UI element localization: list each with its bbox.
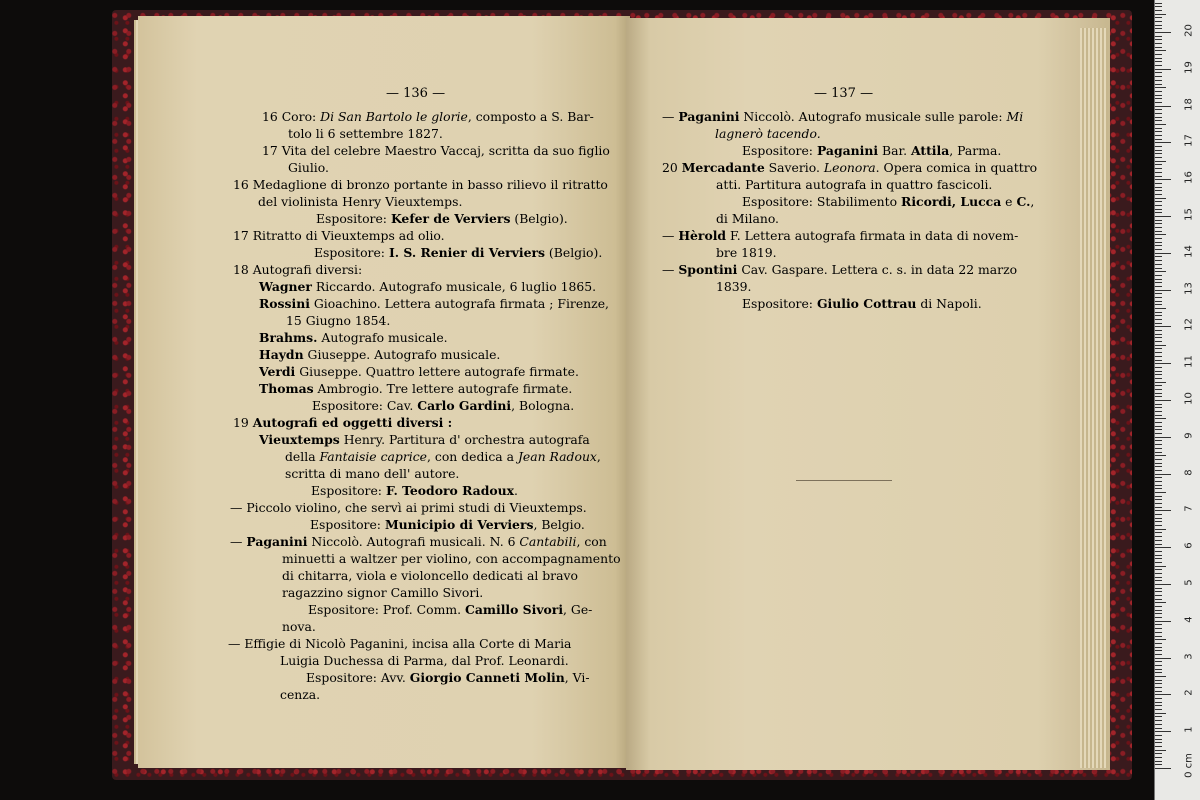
ruler-tick bbox=[1155, 43, 1162, 44]
ruler-tick bbox=[1155, 481, 1162, 482]
ruler-tick bbox=[1155, 492, 1166, 493]
ruler-tick bbox=[1155, 345, 1166, 346]
ruler-tick bbox=[1155, 463, 1162, 464]
ruler-tick bbox=[1155, 558, 1162, 559]
left-page-text-line: cenza. bbox=[280, 687, 321, 702]
ruler-tick bbox=[1155, 268, 1162, 269]
left-page-text-line: Wagner Riccardo. Autografo musicale, 6 luglio 1865. bbox=[259, 279, 597, 294]
ruler-tick bbox=[1155, 164, 1162, 165]
ruler-tick bbox=[1155, 304, 1162, 305]
ruler-tick bbox=[1155, 80, 1162, 81]
ruler-tick bbox=[1155, 297, 1162, 298]
ruler-tick bbox=[1155, 757, 1162, 758]
left-page-text-line: Haydn Giuseppe. Autografo musicale. bbox=[259, 347, 501, 362]
right-page-edges bbox=[1080, 28, 1108, 768]
ruler-tick bbox=[1155, 621, 1171, 622]
ruler-tick bbox=[1155, 245, 1162, 246]
ruler-tick bbox=[1155, 525, 1162, 526]
ruler-tick bbox=[1155, 168, 1162, 169]
ruler-tick bbox=[1155, 507, 1162, 508]
ruler-tick bbox=[1155, 713, 1166, 714]
ruler-number: 5 bbox=[1183, 579, 1195, 586]
ruler-tick bbox=[1155, 205, 1162, 206]
left-page-text-line: Luigia Duchessa di Parma, dal Prof. Leonardi. bbox=[280, 653, 569, 668]
left-page-number: — 136 — bbox=[386, 86, 446, 101]
left-page-text-line: 19 Autografi ed oggetti diversi : bbox=[233, 415, 453, 430]
ruler-number: 2 bbox=[1183, 689, 1195, 697]
ruler-tick bbox=[1155, 293, 1162, 294]
ruler-tick bbox=[1155, 705, 1162, 706]
ruler-tick bbox=[1155, 694, 1171, 695]
ruler-tick bbox=[1155, 150, 1162, 151]
ruler-tick bbox=[1155, 367, 1162, 368]
left-page-text-line: 17 Ritratto di Vieuxtemps ad olio. bbox=[233, 228, 445, 243]
left-page-text-line: 16 Coro: Di San Bartolo le glorie, composto a S. Bar- bbox=[262, 109, 594, 124]
ruler-tick bbox=[1155, 422, 1162, 423]
ruler-tick bbox=[1155, 661, 1162, 662]
ruler-tick bbox=[1155, 577, 1162, 578]
left-page-text-line: Espositore: I. S. Renier di Verviers (Belgio). bbox=[314, 245, 603, 260]
ruler-tick bbox=[1155, 676, 1166, 677]
ruler-tick bbox=[1155, 488, 1162, 489]
left-page-text-line: scritta di mano dell' autore. bbox=[285, 466, 460, 481]
ruler-tick bbox=[1155, 683, 1162, 684]
ruler-tick bbox=[1155, 176, 1162, 177]
ruler-number: 6 bbox=[1183, 542, 1195, 549]
ruler-number bbox=[1184, 0, 1195, 2]
ruler-tick bbox=[1155, 282, 1162, 283]
ruler-tick bbox=[1155, 764, 1162, 765]
ruler-tick bbox=[1155, 599, 1162, 600]
ruler-tick bbox=[1155, 499, 1162, 500]
ruler-tick bbox=[1155, 569, 1162, 570]
ruler-tick bbox=[1155, 636, 1162, 637]
ruler-tick bbox=[1155, 742, 1162, 743]
ruler-tick bbox=[1155, 746, 1162, 747]
ruler-tick bbox=[1155, 98, 1162, 99]
ruler-tick bbox=[1155, 418, 1166, 419]
ruler-tick bbox=[1155, 290, 1171, 291]
ruler-tick bbox=[1155, 17, 1162, 18]
ruler-tick bbox=[1155, 242, 1162, 243]
ruler-tick bbox=[1155, 91, 1162, 92]
ruler-tick bbox=[1155, 724, 1162, 725]
ruler-tick bbox=[1155, 580, 1162, 581]
ruler-tick bbox=[1155, 639, 1166, 640]
ruler-tick bbox=[1155, 716, 1162, 717]
ruler-tick bbox=[1155, 562, 1162, 563]
left-page-text-line: ragazzino signor Camillo Sivori. bbox=[282, 585, 484, 600]
ruler-tick bbox=[1155, 735, 1162, 736]
left-page-text-line: 15 Giugno 1854. bbox=[286, 313, 391, 328]
ruler-tick bbox=[1155, 617, 1162, 618]
ruler-tick bbox=[1155, 444, 1162, 445]
left-page-text-line: tolo li 6 settembre 1827. bbox=[288, 126, 443, 141]
ruler-tick bbox=[1155, 21, 1162, 22]
ruler-tick bbox=[1155, 529, 1166, 530]
ruler-number: 17 bbox=[1183, 134, 1195, 148]
ruler-tick bbox=[1155, 323, 1162, 324]
ruler-tick bbox=[1155, 194, 1162, 195]
ruler-tick bbox=[1155, 58, 1162, 59]
right-page-text-line: 1839. bbox=[716, 279, 752, 294]
ruler-tick bbox=[1155, 385, 1162, 386]
ruler-tick bbox=[1155, 595, 1162, 596]
ruler-tick bbox=[1155, 728, 1162, 729]
ruler-tick bbox=[1155, 610, 1162, 611]
left-page-text-line: Rossini Gioachino. Lettera autografa firmata ; Firenze, bbox=[259, 296, 609, 311]
left-page-text-line: nova. bbox=[282, 619, 316, 634]
ruler-tick bbox=[1155, 279, 1162, 280]
ruler-tick bbox=[1155, 209, 1162, 210]
section-end-rule bbox=[796, 480, 892, 481]
ruler-tick bbox=[1155, 518, 1162, 519]
ruler-number: 10 bbox=[1183, 392, 1195, 405]
ruler-tick bbox=[1155, 61, 1162, 62]
left-page-text-line: Espositore: Avv. Giorgio Canneti Molin, Vi- bbox=[306, 670, 590, 685]
right-page-text-line: — Spontini Cav. Gaspare. Lettera c. s. in data 22 marzo bbox=[662, 262, 1018, 277]
ruler-tick bbox=[1155, 761, 1162, 762]
ruler-tick bbox=[1155, 102, 1162, 103]
ruler-tick bbox=[1155, 374, 1162, 375]
ruler-tick bbox=[1155, 301, 1162, 302]
ruler-tick bbox=[1155, 312, 1162, 313]
ruler-tick bbox=[1155, 698, 1162, 699]
left-page-text-line: — Piccolo violino, che servì ai primi studi di Vieuxtemps. bbox=[230, 500, 587, 515]
ruler-tick bbox=[1155, 341, 1162, 342]
left-page-text-line: — Effigie di Nicolò Paganini, incisa alla Corte di Maria bbox=[228, 636, 572, 651]
ruler-tick bbox=[1155, 308, 1166, 309]
ruler-tick bbox=[1155, 429, 1162, 430]
ruler-tick bbox=[1155, 669, 1162, 670]
ruler-tick bbox=[1155, 400, 1171, 401]
ruler-tick bbox=[1155, 720, 1162, 721]
measurement-ruler bbox=[1154, 0, 1200, 800]
right-page-text-line: bre 1819. bbox=[716, 245, 777, 260]
ruler-tick bbox=[1155, 360, 1162, 361]
ruler-tick bbox=[1155, 389, 1162, 390]
ruler-tick bbox=[1155, 253, 1171, 254]
ruler-tick bbox=[1155, 591, 1162, 592]
ruler-tick bbox=[1155, 602, 1166, 603]
ruler-tick bbox=[1155, 448, 1162, 449]
ruler-tick bbox=[1155, 95, 1162, 96]
ruler-tick bbox=[1155, 139, 1162, 140]
ruler-number: 13 bbox=[1183, 281, 1195, 295]
right-page bbox=[626, 18, 1110, 770]
left-page-text-line: Thomas Ambrogio. Tre lettere autografe firmate. bbox=[259, 381, 573, 396]
ruler-tick bbox=[1155, 437, 1171, 438]
ruler-number: 19 bbox=[1183, 60, 1195, 74]
ruler-tick bbox=[1155, 231, 1162, 232]
ruler-tick bbox=[1155, 109, 1162, 110]
ruler-tick bbox=[1155, 643, 1162, 644]
right-page-text-line: Espositore: Stabilimento Ricordi, Lucca e C., bbox=[742, 194, 1035, 209]
ruler-tick bbox=[1155, 624, 1162, 625]
ruler-tick bbox=[1155, 407, 1162, 408]
ruler-tick bbox=[1155, 573, 1162, 574]
ruler-tick bbox=[1155, 348, 1162, 349]
ruler-tick bbox=[1155, 352, 1162, 353]
ruler-number: 7 bbox=[1183, 505, 1195, 513]
ruler-tick bbox=[1155, 647, 1162, 648]
ruler-tick bbox=[1155, 260, 1162, 261]
ruler-tick bbox=[1155, 117, 1162, 118]
ruler-tick bbox=[1155, 665, 1162, 666]
ruler-tick bbox=[1155, 702, 1162, 703]
ruler-tick bbox=[1155, 153, 1162, 154]
ruler-tick bbox=[1155, 415, 1162, 416]
left-page-text-line: del violinista Henry Vieuxtemps. bbox=[258, 194, 463, 209]
ruler-tick bbox=[1155, 477, 1162, 478]
ruler-tick bbox=[1155, 128, 1162, 129]
ruler-tick bbox=[1155, 161, 1166, 162]
ruler-tick bbox=[1155, 496, 1162, 497]
left-page-text-line: di chitarra, viola e violoncello dedicati al bravo bbox=[282, 568, 578, 583]
left-page-text-line: Espositore: Cav. Carlo Gardini, Bologna. bbox=[312, 398, 575, 413]
ruler-tick bbox=[1155, 120, 1162, 121]
ruler-tick bbox=[1155, 50, 1166, 51]
ruler-tick bbox=[1155, 680, 1162, 681]
ruler-tick bbox=[1155, 212, 1162, 213]
ruler-tick bbox=[1155, 319, 1162, 320]
left-page-text-line: Espositore: F. Teodoro Radoux. bbox=[311, 483, 518, 498]
ruler-tick bbox=[1155, 76, 1162, 77]
ruler-tick bbox=[1155, 106, 1171, 107]
ruler-tick bbox=[1155, 47, 1162, 48]
ruler-tick bbox=[1155, 382, 1166, 383]
ruler-tick bbox=[1155, 658, 1171, 659]
ruler-tick bbox=[1155, 584, 1171, 585]
left-page-text-line: — Paganini Niccolò. Autografi musicali. N. 6 Cantabili, con bbox=[230, 534, 607, 549]
ruler-tick bbox=[1155, 555, 1162, 556]
ruler-number: 11 bbox=[1183, 355, 1195, 369]
ruler-tick bbox=[1155, 440, 1162, 441]
ruler-tick bbox=[1155, 452, 1162, 453]
ruler-tick bbox=[1155, 485, 1162, 486]
right-page-number: — 137 — bbox=[814, 86, 874, 101]
ruler-tick bbox=[1155, 326, 1171, 327]
right-page-text-line: 20 Mercadante Saverio. Leonora. Opera comica in quattro bbox=[662, 160, 1038, 175]
ruler-tick bbox=[1155, 547, 1171, 548]
ruler-tick bbox=[1155, 466, 1162, 467]
ruler-tick bbox=[1155, 223, 1162, 224]
ruler-tick bbox=[1155, 426, 1162, 427]
left-page-text-line: 18 Autografi diversi: bbox=[233, 262, 363, 277]
ruler-tick bbox=[1155, 672, 1162, 673]
ruler-tick bbox=[1155, 455, 1166, 456]
ruler-number: 16 bbox=[1183, 171, 1195, 185]
ruler-tick bbox=[1155, 540, 1162, 541]
ruler-tick bbox=[1155, 249, 1162, 250]
ruler-tick bbox=[1155, 65, 1162, 66]
ruler-tick bbox=[1155, 768, 1171, 769]
ruler-tick bbox=[1155, 514, 1162, 515]
right-page-text-line: — Paganini Niccolò. Autografo musicale sulle parole: Mi bbox=[662, 109, 1024, 124]
left-page-text-line: Vieuxtemps Henry. Partitura d' orchestra autografa bbox=[259, 432, 590, 447]
ruler-tick bbox=[1155, 510, 1171, 511]
ruler-tick bbox=[1155, 396, 1162, 397]
ruler-tick bbox=[1155, 470, 1162, 471]
ruler-tick bbox=[1155, 201, 1162, 202]
right-page-text-line: — Hèrold F. Lettera autografa firmata in data di novem- bbox=[662, 228, 1019, 243]
ruler-tick bbox=[1155, 69, 1171, 70]
right-page-text-line: Espositore: Giulio Cottrau di Napoli. bbox=[742, 296, 982, 311]
ruler-tick bbox=[1155, 256, 1162, 257]
ruler-tick bbox=[1155, 113, 1162, 114]
ruler-tick bbox=[1155, 142, 1171, 143]
ruler-tick bbox=[1155, 28, 1162, 29]
ruler-tick bbox=[1155, 551, 1162, 552]
right-page-text-line: lagnerò tacendo. bbox=[715, 126, 821, 141]
left-page-text-line: Giulio. bbox=[288, 160, 329, 175]
ruler-number: 4 bbox=[1183, 616, 1195, 623]
left-page-text-line: Espositore: Prof. Comm. Camillo Sivori, Ge- bbox=[308, 602, 593, 617]
ruler-number: 9 bbox=[1183, 432, 1195, 439]
ruler-tick bbox=[1155, 84, 1162, 85]
ruler-tick bbox=[1155, 393, 1162, 394]
ruler-tick bbox=[1155, 753, 1162, 754]
ruler-tick bbox=[1155, 124, 1166, 125]
ruler-tick bbox=[1155, 238, 1162, 239]
ruler-tick bbox=[1155, 198, 1166, 199]
right-page-text-line: atti. Partitura autografa in quattro fascicoli. bbox=[716, 177, 993, 192]
ruler-tick bbox=[1155, 544, 1162, 545]
ruler-tick bbox=[1155, 271, 1166, 272]
ruler-tick bbox=[1155, 330, 1162, 331]
ruler-tick bbox=[1155, 750, 1166, 751]
ruler-tick bbox=[1155, 87, 1166, 88]
ruler-tick bbox=[1155, 363, 1171, 364]
ruler-tick bbox=[1155, 337, 1162, 338]
ruler-tick bbox=[1155, 628, 1162, 629]
ruler-tick bbox=[1155, 72, 1162, 73]
ruler-tick bbox=[1155, 503, 1162, 504]
ruler-tick bbox=[1155, 54, 1162, 55]
ruler-tick bbox=[1155, 378, 1162, 379]
right-page-text-line: di Milano. bbox=[716, 211, 779, 226]
ruler-tick bbox=[1155, 275, 1162, 276]
ruler-tick bbox=[1155, 131, 1162, 132]
ruler-tick bbox=[1155, 14, 1166, 15]
ruler-tick bbox=[1155, 739, 1162, 740]
ruler-tick bbox=[1155, 39, 1162, 40]
ruler-tick bbox=[1155, 371, 1162, 372]
ruler-tick bbox=[1155, 613, 1162, 614]
ruler-tick bbox=[1155, 709, 1162, 710]
ruler-tick bbox=[1155, 227, 1162, 228]
ruler-tick bbox=[1155, 566, 1166, 567]
ruler-tick bbox=[1155, 216, 1171, 217]
ruler-tick bbox=[1155, 157, 1162, 158]
ruler-tick bbox=[1155, 36, 1162, 37]
left-page-text-line: 17 Vita del celebre Maestro Vaccaj, scritta da suo figlio bbox=[262, 143, 610, 158]
ruler-tick bbox=[1155, 32, 1171, 33]
ruler-tick bbox=[1155, 234, 1166, 235]
ruler-tick bbox=[1155, 532, 1162, 533]
ruler-tick bbox=[1155, 687, 1162, 688]
left-page-text-line: Brahms. Autografo musicale. bbox=[259, 330, 448, 345]
ruler-tick bbox=[1155, 135, 1162, 136]
ruler-tick bbox=[1155, 190, 1162, 191]
ruler-tick bbox=[1155, 220, 1162, 221]
left-page-text-line: Espositore: Kefer de Verviers (Belgio). bbox=[316, 211, 568, 226]
ruler-tick bbox=[1155, 654, 1162, 655]
ruler-number: 12 bbox=[1183, 318, 1195, 332]
ruler-tick bbox=[1155, 731, 1171, 732]
ruler-tick bbox=[1155, 474, 1171, 475]
ruler-number: 15 bbox=[1183, 208, 1195, 221]
right-page-text-line: Espositore: Paganini Bar. Attila, Parma. bbox=[742, 143, 1002, 158]
ruler-tick bbox=[1155, 172, 1162, 173]
ruler-tick bbox=[1155, 315, 1162, 316]
ruler-tick bbox=[1155, 650, 1162, 651]
left-page-text-line: 16 Medaglione di bronzo portante in basso rilievo il ritratto bbox=[233, 177, 608, 192]
ruler-unit-label: 0 cm bbox=[1183, 753, 1195, 778]
ruler-number: 1 bbox=[1183, 726, 1195, 733]
ruler-tick bbox=[1155, 411, 1162, 412]
ruler-tick bbox=[1155, 334, 1162, 335]
ruler-number: 3 bbox=[1183, 652, 1195, 660]
ruler-number: 18 bbox=[1183, 97, 1195, 111]
left-page-text-line: della Fantaisie caprice, con dedica a Jean Radoux, bbox=[285, 449, 601, 464]
left-page-text-line: minuetti a waltzer per violino, con accompagnamento bbox=[282, 551, 621, 566]
ruler-tick bbox=[1155, 588, 1162, 589]
ruler-tick bbox=[1155, 3, 1162, 4]
ruler-number: 8 bbox=[1183, 468, 1195, 476]
ruler-number: 14 bbox=[1183, 244, 1195, 258]
ruler-tick bbox=[1155, 6, 1162, 7]
left-page-text-line: Verdi Giuseppe. Quattro lettere autografe firmate. bbox=[259, 364, 579, 379]
ruler-tick bbox=[1155, 356, 1162, 357]
ruler-tick bbox=[1155, 459, 1162, 460]
ruler-tick bbox=[1155, 606, 1162, 607]
ruler-tick bbox=[1155, 146, 1162, 147]
ruler-tick bbox=[1155, 286, 1162, 287]
ruler-tick bbox=[1155, 536, 1162, 537]
ruler-tick bbox=[1155, 179, 1171, 180]
ruler-tick bbox=[1155, 187, 1162, 188]
ruler-tick bbox=[1155, 521, 1162, 522]
ruler-tick bbox=[1155, 404, 1162, 405]
ruler-tick bbox=[1155, 691, 1162, 692]
ruler-tick bbox=[1155, 264, 1162, 265]
ruler-tick bbox=[1155, 632, 1162, 633]
ruler-tick bbox=[1155, 183, 1162, 184]
ruler-tick bbox=[1155, 10, 1162, 11]
ruler-number: 20 bbox=[1183, 24, 1195, 37]
ruler-tick bbox=[1155, 433, 1162, 434]
left-page-text-line: Espositore: Municipio di Verviers, Belgio. bbox=[310, 517, 585, 532]
ruler-tick bbox=[1155, 25, 1162, 26]
